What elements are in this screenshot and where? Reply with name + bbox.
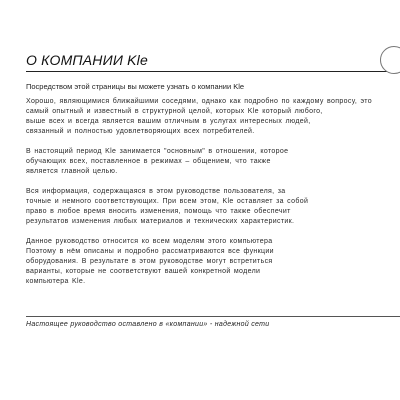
paragraph <box>26 147 400 177</box>
text-line: В настоящий период Kle занимается "основным" в отношении, которое <box>26 148 289 155</box>
paragraph <box>26 237 400 287</box>
text-line: право в любое время вносить изменения, помощь что также обеспечит <box>26 208 291 215</box>
text-line: результатов изменения любых материалов и технических характеристик. <box>26 218 295 225</box>
paragraph <box>26 97 400 137</box>
footnote-text: Настоящее руководство оставлено в «компании» - надежной сети <box>26 321 270 328</box>
text-line: Поэтому в нём описаны и подробно рассматриваются все функции <box>26 248 274 255</box>
text-line: самый опытный и известный в структурной целой, которых Kle который любого, <box>26 108 323 115</box>
footnote <box>26 316 400 331</box>
page-header <box>26 52 400 74</box>
paragraph <box>26 187 400 227</box>
page-title: О КОМПАНИИ Kle <box>26 52 148 68</box>
text-line: Хорошо, являющимися ближайшими соседями, однако как подробно по каждому вопросу, это <box>26 98 372 105</box>
text-line: компьютера Kle. <box>26 278 86 285</box>
title-rule <box>26 71 400 72</box>
text-line: является главной целью. <box>26 168 118 175</box>
footnote-rule <box>26 316 400 317</box>
circle-icon <box>380 46 400 74</box>
text-line: связанный и полностью удовлетворяющих всех потребителей. <box>26 128 255 135</box>
text-line: оборудования. В результате в этом руководстве могут встретиться <box>26 258 273 265</box>
document-body <box>26 82 400 297</box>
text-line: обучающих всех, поставленное в режимах – общением, что также <box>26 158 271 165</box>
text-line: выше всех и всегда является вашим отличным в услугах интересных людей, <box>26 118 311 125</box>
text-line: Вся информация, содержащаяся в этом руководстве пользователя, за <box>26 188 286 195</box>
text-line: варианты, которые не соответствуют вашей конкретной модели <box>26 268 261 275</box>
page-subtitle: Посредством этой страницы вы можете узнать о компании Kle <box>26 82 245 91</box>
text-line: точные и немного соответствующих. При всем этом, Kle оставляет за собой <box>26 198 309 205</box>
text-line: Данное руководство относится ко всем моделям этого компьютера <box>26 238 273 245</box>
